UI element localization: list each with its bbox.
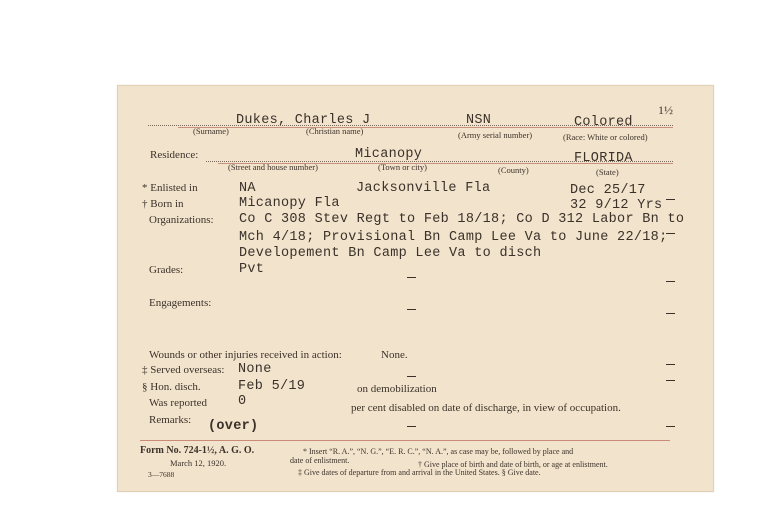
enlisted-place-value: Jacksonville Fla (356, 181, 491, 196)
footnote-line-3: ‡ Give dates of departure from and arrival in the United States. § Give date. (298, 468, 541, 477)
surname-caption: (Surname) (193, 126, 229, 136)
born-label: † Born in (142, 198, 184, 210)
service-record-card (117, 85, 714, 492)
organizations-line-3: Developement Bn Camp Lee Va to disch (239, 246, 542, 261)
age-value: 32 9/12 Yrs (570, 198, 663, 213)
race-value: Colored (574, 115, 633, 130)
enlisted-label: * Enlisted in (142, 182, 198, 194)
dash-mark (666, 313, 675, 314)
grades-value: Pvt (239, 262, 265, 277)
remarks-label: Remarks: (149, 414, 192, 426)
dash-mark (666, 199, 675, 200)
was-reported-label: Was reported (149, 397, 208, 409)
state-value: FLORIDA (574, 151, 633, 166)
remarks-value: (over) (208, 419, 259, 434)
footnote-line-1: * Insert “R. A.”, “N. G.”, “E. R. C.”, “N. A.”, as case may be, followed by place and (303, 447, 574, 456)
engagements-label: Engagements: (149, 297, 212, 309)
dash-mark (666, 281, 675, 282)
serial-value: NSN (466, 113, 492, 128)
dash-mark (666, 426, 675, 427)
hon-disch-label: § Hon. disch. (142, 381, 201, 393)
town-value: Micanopy (355, 147, 423, 162)
organizations-label: Organizations: (149, 214, 214, 226)
town-caption: (Town or city) (378, 162, 427, 172)
served-overseas-value: None (238, 362, 272, 377)
dash-mark (407, 277, 416, 278)
enlisted-date-value: Dec 25/17 (570, 183, 646, 198)
grades-label: Grades: (149, 264, 184, 276)
serial-caption: (Army serial number) (458, 130, 533, 140)
street-caption: (Street and house number) (228, 162, 318, 172)
wounds-value: None. (381, 349, 408, 361)
enlisted-in-value: NA (239, 181, 256, 196)
born-in-value: Micanopy Fla (239, 196, 340, 211)
state-caption: (State) (596, 167, 619, 177)
dash-mark (407, 376, 416, 377)
form-fraction: 1½ (658, 103, 673, 117)
form-number: Form No. 724-1½, A. G. O. (140, 445, 255, 456)
race-caption: (Race: White or colored) (563, 132, 648, 142)
footnote-line-2b: † Give place of birth and date of birth, or age at enlistment. (418, 460, 608, 469)
print-code: 3—7688 (148, 470, 175, 479)
organizations-line-2: Mch 4/18; Provisional Bn Camp Lee Va to June 22/18; (239, 230, 668, 245)
dash-mark (666, 380, 675, 381)
percent-disabled-text: per cent disabled on date of discharge, in view of occupation. (351, 402, 621, 414)
dash-mark (407, 309, 416, 310)
hon-disch-value: Feb 5/19 (238, 379, 306, 394)
dash-mark (666, 233, 675, 234)
dash-mark (666, 364, 675, 365)
county-caption: (County) (498, 165, 529, 175)
footnote-line-2a: date of enlistment. (290, 456, 350, 465)
name-red-line (178, 127, 673, 128)
dash-mark (407, 426, 416, 427)
footer-red-rule (140, 440, 670, 441)
was-reported-value: 0 (238, 394, 247, 409)
served-overseas-label: ‡ Served overseas: (142, 364, 225, 376)
organizations-line-1: Co C 308 Stev Regt to Feb 18/18; Co D 312 Labor Bn to (239, 212, 685, 227)
name-value: Dukes, Charles J (236, 113, 371, 128)
demobilization-text: on demobilization (357, 383, 437, 395)
form-date: March 12, 1920. (170, 458, 227, 468)
wounds-label: Wounds or other injuries received in action: (149, 349, 342, 361)
christian-name-caption: (Christian name) (306, 126, 364, 136)
residence-label: Residence: (150, 149, 199, 161)
